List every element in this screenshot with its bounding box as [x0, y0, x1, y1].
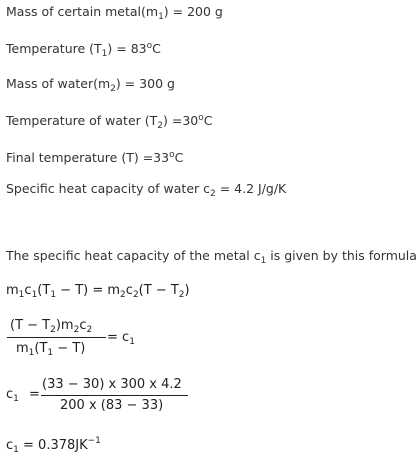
temp-water-prefix: Temperature of water (T	[6, 113, 158, 128]
eq2-den-sub: 1	[28, 348, 35, 358]
given-temp-water	[6, 113, 213, 129]
eq1-part: c	[24, 283, 32, 298]
mass-metal-sub: 1	[158, 12, 164, 22]
eq2-num-sub: 2	[86, 325, 93, 335]
equation-c1-numeric-lhs	[6, 387, 40, 403]
specific-heat-water-sub: 2	[210, 189, 216, 199]
eq3-denominator: 200 x (83 − 33)	[60, 398, 164, 413]
eq4-part: c	[6, 438, 14, 453]
temp-metal-sup: o	[146, 41, 153, 51]
eq3-equals: =	[29, 387, 40, 402]
equation-c1-numeric-denominator	[60, 398, 163, 414]
final-temp-sup: o	[169, 150, 175, 160]
eq1-sub: 1	[31, 290, 38, 300]
equation-c1-fraction-numerator	[10, 318, 92, 334]
eq2-num-part: )m	[55, 318, 74, 333]
mass-water-sub: 2	[110, 84, 116, 94]
eq1-part: − T) = m	[56, 283, 121, 298]
temp-water-sup: o	[198, 113, 204, 123]
formula-statement	[6, 248, 417, 264]
temp-metal-suffix: C	[152, 41, 161, 56]
statement-sub: 1	[260, 256, 267, 266]
eq3-lhs-part: c	[6, 387, 14, 402]
eq4-sub: 1	[13, 445, 19, 455]
eq2-num-part: c	[79, 318, 87, 333]
specific-heat-water-suffix: = 4.2 J/g/K	[215, 181, 287, 196]
eq1-part: (T − T	[138, 283, 179, 298]
mass-water-prefix: Mass of water(m	[6, 76, 111, 91]
eq2-num-sub: 2	[50, 325, 56, 335]
eq1-part: )	[184, 283, 190, 298]
final-temp-suffix: C	[174, 150, 184, 165]
equation-c1-fraction-denominator	[16, 341, 85, 357]
eq4-sup: −1	[87, 436, 101, 446]
eq1-part: c	[125, 283, 133, 298]
statement-prefix: The specific heat capacity of the metal c	[6, 248, 261, 263]
eq2-num-part: (T − T	[10, 318, 51, 333]
eq1-part: m	[6, 283, 19, 298]
eq2-den-part: m	[16, 341, 29, 356]
eq1-sub: 2	[120, 290, 126, 300]
temp-metal-prefix: Temperature (T	[6, 41, 102, 56]
given-mass-metal	[6, 4, 223, 20]
equation-c1-numeric-numerator	[42, 377, 182, 393]
equation-c1-result	[6, 438, 101, 454]
eq1-part: (T	[37, 283, 51, 298]
eq1-sub: 2	[132, 290, 139, 300]
eq1-sub: 1	[50, 290, 57, 300]
eq2-rhs-sub: 1	[129, 337, 135, 347]
eq2-den-part: (T	[34, 341, 48, 356]
mass-water-suffix: ) = 300 g	[115, 76, 175, 91]
given-temp-metal	[6, 41, 161, 57]
specific-heat-water-prefix: Specific heat capacity of water c	[6, 181, 210, 196]
temp-metal-sub: 1	[101, 49, 108, 59]
mass-metal-suffix: ) = 200 g	[163, 4, 223, 19]
eq3-numerator: (33 − 30) x 300 x 4.2	[42, 377, 182, 392]
temp-water-suffix: C	[203, 113, 213, 128]
temp-water-mid: ) =30	[163, 113, 199, 128]
temp-metal-mid: ) = 83	[107, 41, 147, 56]
temp-water-sub: 2	[157, 121, 164, 131]
equation-heat-balance	[6, 283, 190, 299]
eq2-rhs-part: = c	[107, 330, 130, 345]
final-temp-prefix: Final temperature (T) =33	[6, 150, 170, 165]
eq3-lhs-sub: 1	[13, 394, 19, 404]
eq2-num-sub: 2	[73, 325, 80, 335]
equation-c1-fraction-bar	[7, 337, 106, 338]
eq2-den-sub: 1	[47, 348, 54, 358]
given-mass-water	[6, 76, 175, 92]
given-final-temp	[6, 150, 183, 166]
mass-metal-prefix: Mass of certain metal(m	[6, 4, 159, 19]
equation-c1-numeric-bar	[41, 395, 188, 396]
eq4-part: = 0.378JK	[18, 438, 88, 453]
eq1-sub: 1	[18, 290, 25, 300]
equation-c1-fraction-rhs	[107, 330, 135, 346]
eq2-den-part: − T)	[53, 341, 86, 356]
given-specific-heat-water	[6, 181, 286, 197]
eq1-sub: 2	[178, 290, 185, 300]
statement-suffix: is given by this formula	[266, 248, 417, 263]
